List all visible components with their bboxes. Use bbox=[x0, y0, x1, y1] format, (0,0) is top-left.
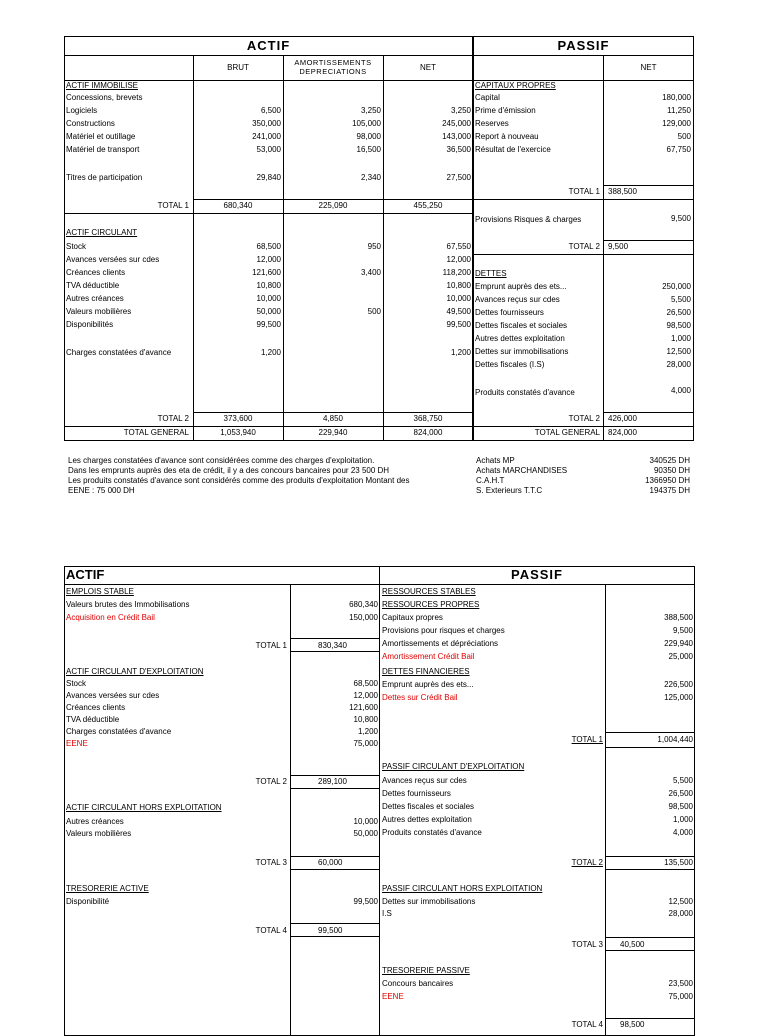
section-label: EMPLOIS STABLE bbox=[66, 587, 134, 596]
row-value: 26,500 bbox=[668, 789, 693, 798]
note-figure-value: 194375 DH bbox=[649, 486, 690, 495]
total1-net: 455,250 bbox=[413, 201, 443, 210]
row-label: Provisions pour risques et charges bbox=[382, 626, 505, 635]
row-net: 10,800 bbox=[446, 281, 471, 290]
actif-immobilise-label: ACTIF IMMOBILISE bbox=[66, 81, 139, 90]
row-brut: 350,000 bbox=[252, 119, 281, 128]
note-figure-label: Achats MP bbox=[476, 456, 515, 465]
row-amort: 950 bbox=[367, 242, 381, 251]
note-figure-label: C.A.H.T bbox=[476, 476, 505, 485]
section-label: PASSIF CIRCULANT D'EXPLOITATION bbox=[382, 762, 525, 771]
passif-total2-value: 9,500 bbox=[608, 242, 629, 251]
total2-net: 368,750 bbox=[413, 414, 443, 423]
row-value: 99,500 bbox=[353, 897, 378, 906]
row-net: 180,000 bbox=[662, 93, 691, 102]
row-value: 12,500 bbox=[668, 897, 693, 906]
col-net-passif-header: NET bbox=[640, 63, 657, 72]
row-label: TVA déductible bbox=[66, 715, 120, 724]
row-label: Constructions bbox=[66, 119, 115, 128]
row-label: I.S bbox=[382, 909, 392, 918]
section-label: TRESORERIE ACTIVE bbox=[66, 884, 149, 893]
row-label: Concessions, brevets bbox=[66, 93, 143, 102]
row-value: 388,500 bbox=[664, 613, 693, 622]
row-value: 10,000 bbox=[353, 817, 378, 826]
total-general-net: 824,000 bbox=[413, 428, 443, 437]
row-brut: 68,500 bbox=[256, 242, 281, 251]
row-value: 150,000 bbox=[349, 613, 378, 622]
row-label: Stock bbox=[66, 679, 87, 688]
section-label: ACTIF CIRCULANT D'EXPLOITATION bbox=[66, 667, 204, 676]
row-label: Emprunt auprès des ets... bbox=[382, 680, 474, 689]
row-label: Amortissement Crédit Bail bbox=[382, 652, 475, 661]
row-net: 11,250 bbox=[667, 106, 691, 115]
total-value: 1,004,440 bbox=[657, 735, 693, 744]
row-brut: 29,840 bbox=[256, 173, 281, 182]
row-label: Dettes fiscales (I.S) bbox=[475, 360, 545, 369]
section-label: TRESORERIE PASSIVE bbox=[382, 966, 470, 975]
row-label: Produits constatés d'avance bbox=[382, 828, 482, 837]
row-net: 27,500 bbox=[446, 173, 471, 182]
note-line-3: Les produits constatés d'avance sont considérés comme des produits d'exploitation Montant des bbox=[68, 476, 410, 485]
row-value: 1,200 bbox=[357, 727, 378, 736]
row-value: 5,500 bbox=[672, 776, 693, 785]
note-figure-label: S. Exterieurs T.T.C bbox=[476, 486, 543, 495]
row-label: TVA déductible bbox=[66, 281, 120, 290]
row-value: 23,500 bbox=[668, 979, 693, 988]
row-label: Amortissements et dépréciations bbox=[382, 639, 499, 648]
row-value: 75,000 bbox=[353, 739, 378, 748]
row-label: Dettes sur immobilisations bbox=[475, 347, 569, 356]
row-brut: 99,500 bbox=[256, 320, 281, 329]
provisions-value: 9,500 bbox=[670, 214, 691, 223]
row-label: Prime d'émission bbox=[475, 106, 536, 115]
row-net: 1,200 bbox=[450, 348, 471, 357]
capitaux-propres-label: CAPITAUX PROPRES bbox=[475, 81, 556, 90]
row-net: 3,250 bbox=[450, 106, 471, 115]
row-brut: 6,500 bbox=[260, 106, 281, 115]
row-value: 75,000 bbox=[668, 992, 693, 1001]
actif-title: ACTIF bbox=[246, 38, 291, 53]
row-net: 245,000 bbox=[442, 119, 471, 128]
total-value: 60,000 bbox=[318, 858, 343, 867]
row-label: Emprunt auprès des ets... bbox=[475, 282, 567, 291]
row-label: Charges constatées d'avance bbox=[66, 348, 172, 357]
section-label: PASSIF CIRCULANT HORS EXPLOITATION bbox=[382, 884, 543, 893]
row-label: Capital bbox=[475, 93, 500, 102]
total-label: TOTAL 4 bbox=[571, 1020, 603, 1029]
row-value: 98,500 bbox=[668, 802, 693, 811]
row-net: 250,000 bbox=[662, 282, 691, 291]
row-label: Matériel et outillage bbox=[66, 132, 136, 141]
row-label: Avances versées sur cdes bbox=[66, 691, 160, 700]
row-brut: 12,000 bbox=[256, 255, 281, 264]
total2-brut: 373,600 bbox=[223, 414, 253, 423]
row-net: 500 bbox=[677, 132, 691, 141]
row-value: 50,000 bbox=[353, 829, 378, 838]
row-brut: 241,000 bbox=[252, 132, 281, 141]
row-net: 36,500 bbox=[446, 145, 471, 154]
row-label: Dettes fournisseurs bbox=[382, 789, 451, 798]
row-label: EENE bbox=[66, 739, 88, 748]
passif-total-general-value: 824,000 bbox=[608, 428, 637, 437]
row-label: Reserves bbox=[475, 119, 509, 128]
total-value: 289,100 bbox=[318, 777, 347, 786]
row-value: 28,000 bbox=[668, 909, 693, 918]
t2-passif-title: PASSIF bbox=[511, 567, 563, 582]
row-amort: 500 bbox=[367, 307, 381, 316]
row-label: Valeurs mobilières bbox=[66, 307, 132, 316]
total-value: 135,500 bbox=[664, 858, 693, 867]
dettes-label: DETTES bbox=[475, 269, 507, 278]
row-label: Report à nouveau bbox=[475, 132, 539, 141]
total-value: 40,500 bbox=[620, 940, 645, 949]
row-amort: 3,250 bbox=[360, 106, 381, 115]
row-net: 12,000 bbox=[446, 255, 471, 264]
total1-label: TOTAL 1 bbox=[157, 201, 189, 210]
section-label: ACTIF CIRCULANT HORS EXPLOITATION bbox=[66, 803, 222, 812]
total-label: TOTAL 3 bbox=[571, 940, 603, 949]
row-net: 67,750 bbox=[666, 145, 691, 154]
row-value: 125,000 bbox=[664, 693, 693, 702]
row-label: Valeurs brutes des Immobilisations bbox=[66, 600, 190, 609]
row-label: Charges constatées d'avance bbox=[66, 727, 172, 736]
col-brut-header: BRUT bbox=[227, 63, 249, 72]
row-label: Disponibilité bbox=[66, 897, 110, 906]
total-label: TOTAL 2 bbox=[571, 858, 603, 867]
row-net: 12,500 bbox=[666, 347, 691, 356]
total-label: TOTAL 1 bbox=[571, 735, 603, 744]
total-value: 830,340 bbox=[318, 641, 347, 650]
col-amort-header: AMORTISSEMENTS DEPRECIATIONS bbox=[294, 58, 372, 76]
row-label: Dettes fournisseurs bbox=[475, 308, 544, 317]
row-value: 25,000 bbox=[668, 652, 693, 661]
total2-amort: 4,850 bbox=[322, 414, 344, 423]
t2-actif-frame bbox=[64, 566, 380, 1036]
row-value: 68,500 bbox=[353, 679, 378, 688]
passif-total-general-label: TOTAL GENERAL bbox=[534, 428, 600, 437]
section-label: DETTES FINANCIERES bbox=[382, 667, 470, 676]
note-line-4: EENE : 75 000 DH bbox=[68, 486, 135, 495]
passif-total1-label: TOTAL 1 bbox=[568, 187, 600, 196]
row-label: Dettes fiscales et sociales bbox=[475, 321, 568, 330]
row-net: 1,000 bbox=[670, 334, 691, 343]
row-label: Valeurs mobilières bbox=[66, 829, 132, 838]
row-brut: 1,200 bbox=[260, 348, 281, 357]
row-amort: 105,000 bbox=[352, 119, 381, 128]
total-general-brut: 1,053,940 bbox=[220, 428, 256, 437]
row-label: Créances clients bbox=[66, 268, 126, 277]
row-label: Autres dettes exploitation bbox=[475, 334, 565, 343]
row-net: 49,500 bbox=[446, 307, 471, 316]
total-label: TOTAL 3 bbox=[255, 858, 287, 867]
row-label: Titres de participation bbox=[66, 173, 143, 182]
row-net: 26,500 bbox=[666, 308, 691, 317]
row-value: 9,500 bbox=[672, 626, 693, 635]
note-figure-value: 90350 DH bbox=[653, 466, 690, 475]
row-value: 12,000 bbox=[353, 691, 378, 700]
produits-avance-label: Produits constatés d'avance bbox=[475, 388, 575, 397]
row-brut: 121,600 bbox=[252, 268, 281, 277]
row-amort: 16,500 bbox=[356, 145, 381, 154]
note-figure-label: Achats MARCHANDISES bbox=[476, 466, 568, 475]
total2-label: TOTAL 2 bbox=[157, 414, 189, 423]
row-net: 10,000 bbox=[446, 294, 471, 303]
note-figure-value: 340525 DH bbox=[649, 456, 690, 465]
passif-total2b-value: 426,000 bbox=[608, 414, 637, 423]
row-label: Autres créances bbox=[66, 294, 124, 303]
row-value: 680,340 bbox=[349, 600, 378, 609]
row-net: 67,550 bbox=[446, 242, 471, 251]
row-amort: 3,400 bbox=[360, 268, 381, 277]
row-amort: 98,000 bbox=[356, 132, 381, 141]
row-label: Autres dettes exploitation bbox=[382, 815, 472, 824]
t2-actif-title: ACTIF bbox=[66, 567, 105, 582]
passif-total1-value: 388,500 bbox=[608, 187, 637, 196]
passif-title: PASSIF bbox=[557, 38, 610, 53]
row-value: 229,940 bbox=[664, 639, 693, 648]
total1-brut: 680,340 bbox=[223, 201, 253, 210]
row-label: Acquisition en Crédit Bail bbox=[66, 613, 155, 622]
total1-amort: 225,090 bbox=[318, 201, 348, 210]
row-label: EENE bbox=[382, 992, 404, 1001]
row-label: Avances reçus sur cdes bbox=[475, 295, 560, 304]
row-label: Autres créances bbox=[66, 817, 124, 826]
provisions-label: Provisions Risques & charges bbox=[475, 215, 582, 224]
row-net: 28,000 bbox=[666, 360, 691, 369]
row-value: 1,000 bbox=[672, 815, 693, 824]
row-net: 118,200 bbox=[442, 268, 471, 277]
row-label: Concours bancaires bbox=[382, 979, 454, 988]
row-net: 99,500 bbox=[446, 320, 471, 329]
row-label: Créances clients bbox=[66, 703, 126, 712]
produits-avance-value: 4,000 bbox=[670, 386, 691, 395]
col-net-header: NET bbox=[420, 63, 436, 72]
total-label: TOTAL 1 bbox=[255, 641, 287, 650]
row-label: Dettes fiscales et sociales bbox=[382, 802, 475, 811]
row-label: Disponibilités bbox=[66, 320, 114, 329]
section-label: RESSOURCES PROPRES bbox=[382, 600, 480, 609]
actif-circulant-label: ACTIF CIRCULANT bbox=[66, 228, 138, 237]
row-brut: 50,000 bbox=[256, 307, 281, 316]
total-label: TOTAL 2 bbox=[255, 777, 287, 786]
row-net: 143,000 bbox=[442, 132, 471, 141]
note-line-2: Dans les emprunts auprès des eta de crédit, il y a des concours bancaires pour 23 500 DH bbox=[68, 466, 390, 475]
row-label: Capitaux propres bbox=[382, 613, 443, 622]
row-label: Dettes sur Crédit Bail bbox=[382, 693, 458, 702]
row-value: 226,500 bbox=[664, 680, 693, 689]
note-line-1: Les charges constatées d'avance sont considérées comme des charges d'exploitation. bbox=[68, 456, 375, 465]
section-label: RESSOURCES STABLES bbox=[382, 587, 476, 596]
row-net: 98,500 bbox=[666, 321, 691, 330]
row-net: 5,500 bbox=[670, 295, 691, 304]
passif-total2b-label: TOTAL 2 bbox=[568, 414, 600, 423]
row-label: Avances versées sur cdes bbox=[66, 255, 160, 264]
total-value: 98,500 bbox=[620, 1020, 645, 1029]
total-label: TOTAL 4 bbox=[255, 926, 287, 935]
row-label: Logiciels bbox=[66, 106, 98, 115]
row-label: Dettes sur immobilisations bbox=[382, 897, 476, 906]
row-amort: 2,340 bbox=[360, 173, 381, 182]
row-brut: 10,800 bbox=[256, 281, 281, 290]
row-label: Résultat de l'exercice bbox=[475, 145, 551, 154]
note-figure-value: 1366950 DH bbox=[645, 476, 690, 485]
row-brut: 10,000 bbox=[256, 294, 281, 303]
row-net: 129,000 bbox=[662, 119, 691, 128]
row-label: Stock bbox=[66, 242, 87, 251]
passif-total2-label: TOTAL 2 bbox=[568, 242, 600, 251]
total-general-amort: 229,940 bbox=[318, 428, 348, 437]
total-value: 99,500 bbox=[318, 926, 343, 935]
row-brut: 53,000 bbox=[256, 145, 281, 154]
row-value: 10,800 bbox=[353, 715, 378, 724]
row-value: 121,600 bbox=[349, 703, 378, 712]
row-label: Matériel de transport bbox=[66, 145, 140, 154]
row-value: 4,000 bbox=[672, 828, 693, 837]
total-general-label: TOTAL GENERAL bbox=[123, 428, 189, 437]
row-label: Avances reçus sur cdes bbox=[382, 776, 467, 785]
